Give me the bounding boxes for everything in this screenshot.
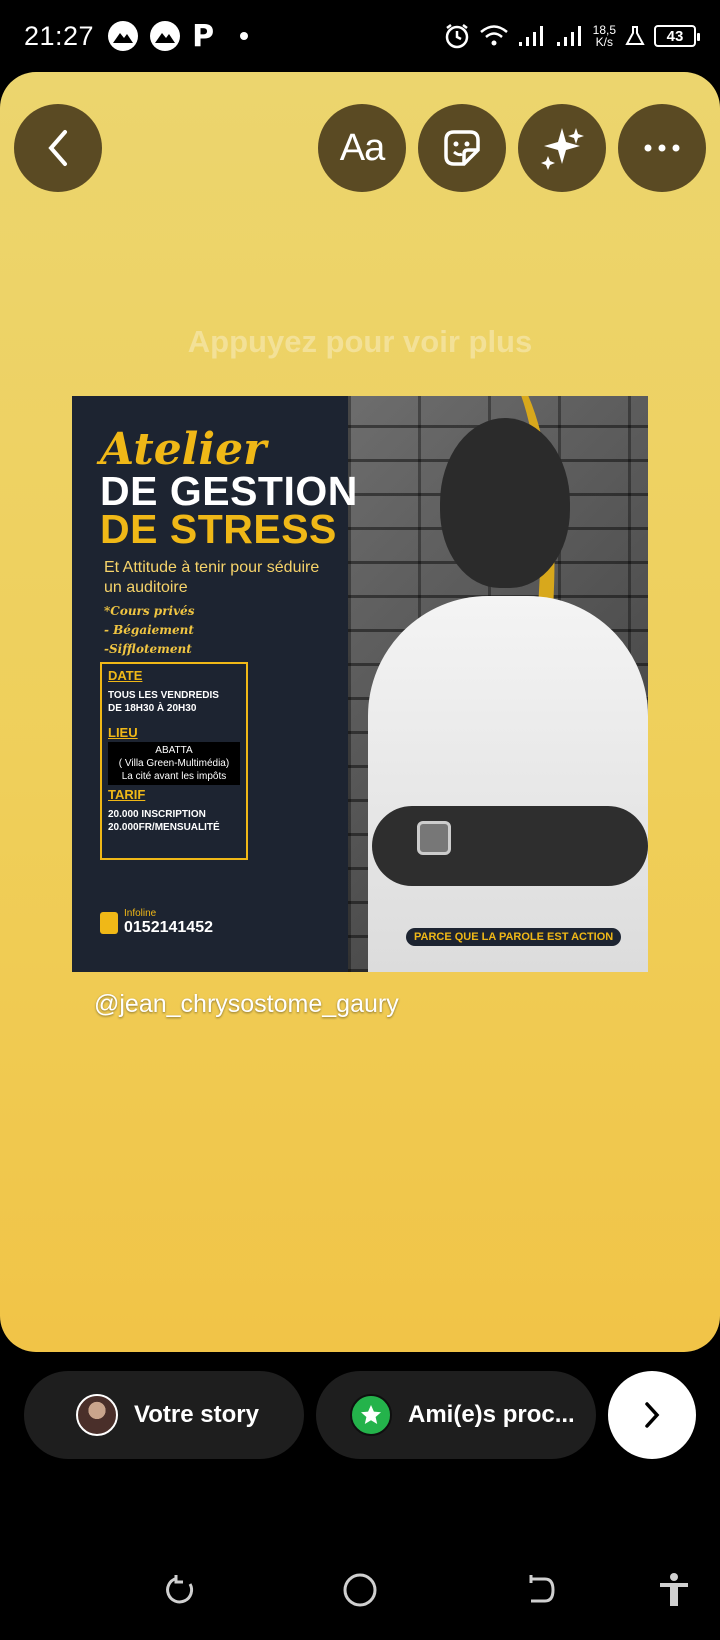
avatar	[76, 1394, 118, 1436]
wifi-icon	[479, 23, 509, 49]
close-friends-label: Ami(e)s proc...	[408, 1401, 575, 1428]
sticker-icon	[440, 126, 484, 170]
author-mention[interactable]: @jean_chrysostome_gaury	[94, 990, 399, 1018]
flyer-bullets	[104, 602, 194, 659]
status-bar	[0, 0, 720, 72]
infoline-label: Infoline	[124, 908, 157, 919]
text-tool-label: Aa	[339, 126, 385, 169]
flyer-bullet: -Sifflotement	[104, 642, 192, 656]
sparkles-icon	[538, 124, 586, 172]
accessibility-icon	[657, 1572, 691, 1608]
shared-post-image[interactable]	[72, 396, 648, 972]
story-canvas[interactable]	[0, 72, 720, 1352]
battery-icon: 43	[654, 25, 696, 47]
flyer-infoline	[100, 908, 213, 937]
person-head	[440, 418, 570, 588]
flyer-bullet: *Cours privés	[104, 604, 195, 618]
chevron-right-icon	[642, 1400, 662, 1430]
flyer-subtitle: Et Attitude à tenir pour séduire un auditoire	[104, 559, 320, 596]
lieu-label: LIEU	[108, 725, 138, 740]
flyer-title-line1: DE GESTION	[100, 468, 358, 514]
date-value: TOUS LES VENDREDIS DE 18H30 À 20H30	[108, 690, 219, 714]
flyer-slogan: PARCE QUE LA PAROLE EST ACTION	[406, 928, 621, 946]
next-button[interactable]	[608, 1371, 696, 1459]
more-options-button[interactable]	[618, 104, 706, 192]
signal-icon-2	[555, 24, 585, 48]
sticker-button[interactable]	[418, 104, 506, 192]
p-app-icon: P	[192, 18, 215, 54]
home-button[interactable]	[340, 1570, 380, 1610]
home-circle-icon	[342, 1572, 378, 1608]
more-notifications-dot	[240, 32, 248, 40]
tarif-value: 20.000 INSCRIPTION 20.000FR/MENSUALITÉ	[108, 809, 220, 833]
system-nav-bar	[0, 1540, 720, 1640]
person-shirt	[368, 596, 648, 972]
close-friends-button[interactable]	[316, 1371, 596, 1459]
recents-button[interactable]	[160, 1570, 200, 1610]
tarif-label: TARIF	[108, 787, 146, 802]
lab-flask-icon	[624, 25, 646, 47]
date-label: DATE	[108, 668, 143, 683]
back-button[interactable]	[14, 104, 102, 192]
clock: 21:27	[24, 20, 95, 51]
notification-icons	[108, 19, 248, 54]
person-arms	[372, 806, 648, 886]
back-nav-button[interactable]	[520, 1570, 560, 1610]
alarm-icon	[443, 22, 471, 50]
accessibility-button[interactable]	[654, 1570, 694, 1610]
flyer-bullet: - Bégaiement	[104, 623, 194, 637]
back-nav-icon	[523, 1573, 557, 1607]
your-story-button[interactable]	[24, 1371, 304, 1459]
network-speed: 18,5 K/s	[592, 23, 616, 49]
mountain-app-icon-2	[150, 21, 180, 51]
chevron-left-icon	[43, 128, 73, 168]
tap-hint: Appuyez pour voir plus	[187, 324, 533, 359]
recents-icon	[163, 1573, 197, 1607]
flyer-title-line2: DE STRESS	[100, 506, 337, 552]
system-icons	[443, 22, 696, 50]
lieu-value: ABATTA ( Villa Green-Multimédia) La cité avant les impôts	[108, 742, 240, 785]
phone-icon	[100, 912, 118, 934]
mountain-app-icon	[108, 21, 138, 51]
more-dots-icon	[642, 143, 682, 153]
flyer-info-box	[100, 662, 248, 860]
star-icon	[350, 1394, 392, 1436]
your-story-label: Votre story	[134, 1401, 259, 1428]
signal-icon	[517, 24, 547, 48]
effects-button[interactable]	[518, 104, 606, 192]
infoline-number: 0152141452	[124, 919, 213, 936]
wristwatch	[417, 821, 451, 855]
text-tool-button[interactable]	[318, 104, 406, 192]
flyer-atelier: Atelier	[100, 424, 267, 475]
